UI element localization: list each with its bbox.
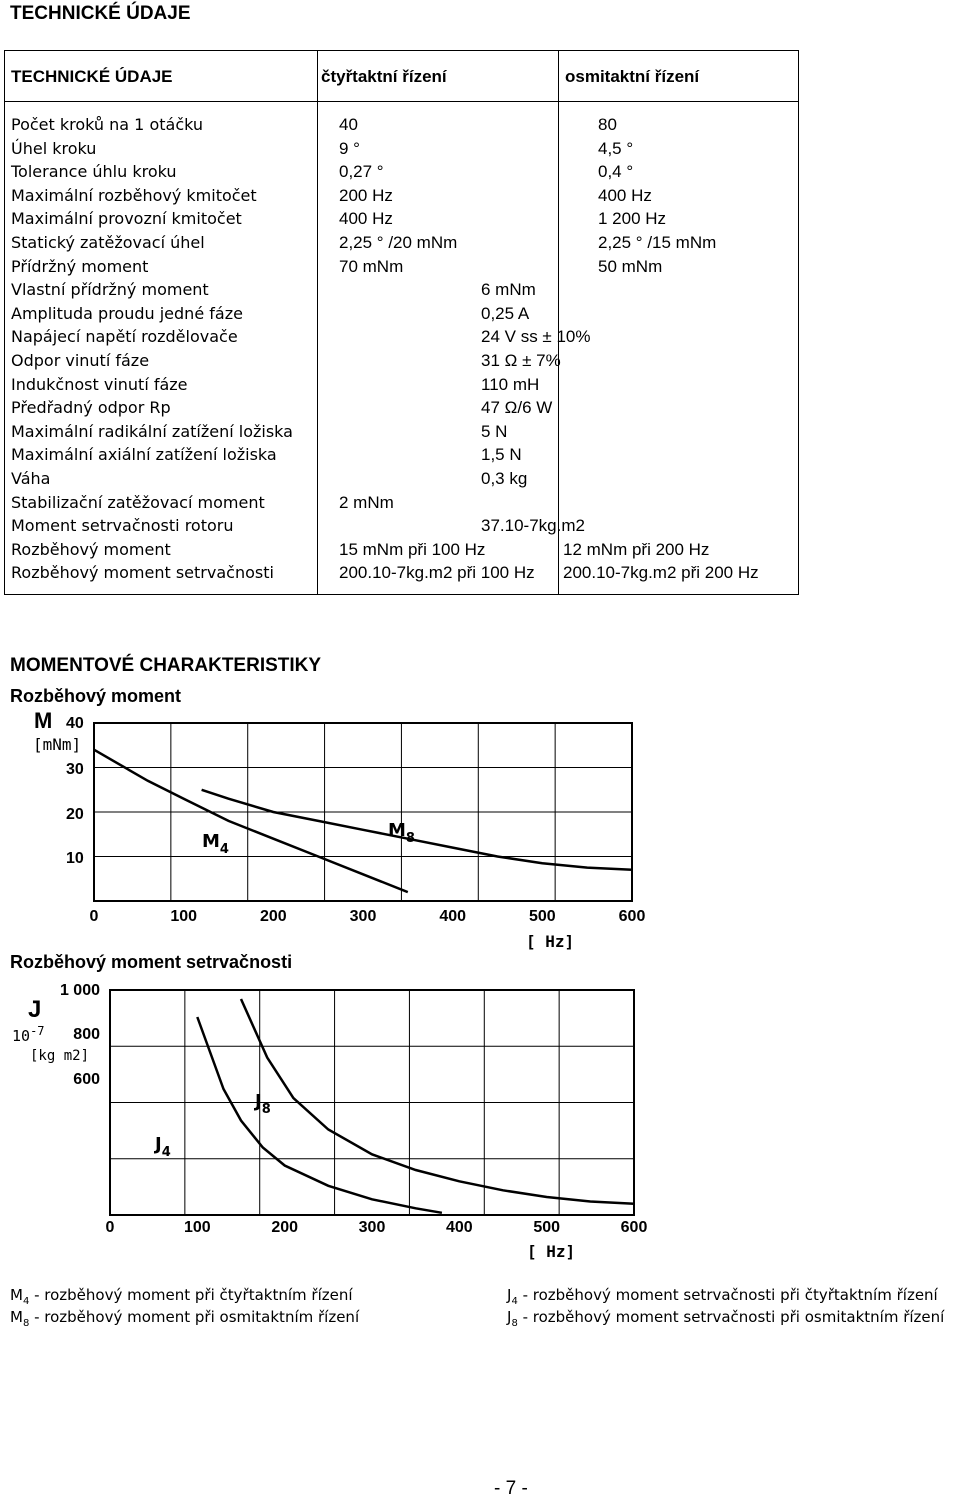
value-4step: 200.10-7kg.m2 při 100 Hz xyxy=(339,563,535,583)
chart-starting-torque xyxy=(0,700,700,950)
y-axis-unit: [mNm] xyxy=(33,735,82,754)
table-row xyxy=(5,445,798,469)
row-label: Napájecí napětí rozdělovače xyxy=(11,327,238,347)
table-row xyxy=(5,469,798,493)
table-row xyxy=(5,139,798,163)
row-label: Stabilizační zatěžovací moment xyxy=(11,492,265,512)
series-label-j4: $J_4$ xyxy=(155,1134,171,1160)
x-tick-label: 0 xyxy=(105,1219,115,1236)
x-tick-label: 600 xyxy=(620,1219,648,1236)
value-shared: 0,3 kg xyxy=(481,469,528,488)
table-row xyxy=(5,233,798,257)
y-tick-label: 10 xyxy=(66,850,84,867)
x-tick-label: 200 xyxy=(271,1219,299,1236)
row-label: Maximální axiální zatížení ložiska xyxy=(11,445,277,465)
x-tick-label: 400 xyxy=(445,1219,473,1236)
row-label: Předřadný odpor Rp xyxy=(11,398,171,418)
value-shared: 47 Ω/6 W xyxy=(481,398,553,418)
value-4step: 70 mNm xyxy=(339,256,404,276)
row-label: Moment setrvačnosti rotoru xyxy=(11,516,234,536)
row-label: Indukčnost vinutí fáze xyxy=(11,374,188,394)
value-4step: 2 mNm xyxy=(339,492,394,512)
row-label: Váha xyxy=(11,469,51,488)
table-row xyxy=(5,327,798,351)
table-row xyxy=(5,115,798,139)
row-label: Maximální provozní kmitočet xyxy=(11,209,242,229)
table-header-divider xyxy=(5,101,798,102)
legend-j8: $J_8$ - rozběhový moment setrvačnosti při osmitaktním řízení xyxy=(507,1308,945,1329)
table-row xyxy=(5,375,798,399)
x-tick-label: 200 xyxy=(259,908,287,925)
table-row xyxy=(5,162,798,186)
series-label-j8: $J_8$ xyxy=(255,1091,271,1117)
value-4step: 200 Hz xyxy=(339,185,393,205)
value-shared: 0,25 A xyxy=(481,303,530,323)
y-axis-unit-kg: [kg m2] xyxy=(30,1048,90,1064)
row-label: Úhel kroku xyxy=(11,138,97,158)
y-tick-label: 40 xyxy=(66,715,84,732)
value-8step: 12 mNm při 200 Hz xyxy=(563,539,710,559)
y-tick-label: 600 xyxy=(73,1071,100,1088)
x-tick-label: 100 xyxy=(170,908,198,925)
y-axis-symbol: M xyxy=(34,708,53,733)
table-header-4step: čtyřtaktní řízení xyxy=(321,67,447,86)
table-row xyxy=(5,304,798,328)
table-header-label: TECHNICKÉ ÚDAJE xyxy=(11,67,173,86)
value-8step: 2,25 ° /15 mNm xyxy=(598,233,717,252)
row-label: Maximální rozběhový kmitočet xyxy=(11,185,257,205)
value-shared: 37.10-7kg.m2 xyxy=(481,516,585,536)
value-8step: 200.10-7kg.m2 při 200 Hz xyxy=(563,563,759,583)
row-label: Přídržný moment xyxy=(11,256,149,276)
x-tick-label: 100 xyxy=(183,1219,211,1236)
row-label: Tolerance úhlu kroku xyxy=(11,162,177,182)
x-tick-label: 500 xyxy=(533,1219,561,1236)
value-8step: 1 200 Hz xyxy=(598,209,667,229)
row-label: Odpor vinutí fáze xyxy=(11,351,150,370)
table-row xyxy=(5,257,798,281)
x-tick-label: 400 xyxy=(439,908,467,925)
value-shared: 110 mH xyxy=(481,374,540,394)
value-shared: 31 Ω ± 7% xyxy=(481,351,561,370)
table-row xyxy=(5,280,798,304)
technical-data-table xyxy=(4,50,799,595)
x-tick-label: 300 xyxy=(358,1219,386,1236)
x-axis-unit: [ Hz] xyxy=(527,1242,576,1261)
row-label: Rozběhový moment xyxy=(11,539,171,559)
series-line-m8 xyxy=(202,790,632,870)
y-tick-label: 30 xyxy=(66,761,84,778)
chart1-title: Rozběhový moment xyxy=(10,686,182,706)
value-shared: 1,5 N xyxy=(481,445,522,465)
table-row xyxy=(5,209,798,233)
table-row xyxy=(5,516,798,540)
x-tick-label: 600 xyxy=(618,908,646,925)
y-tick-label: 1 000 xyxy=(59,982,100,999)
row-label: Vlastní přídržný moment xyxy=(11,280,209,300)
value-4step: 40 xyxy=(339,115,358,134)
legend-j4: $J_4$ - rozběhový moment setrvačnosti při čtyřtaktním řízení xyxy=(507,1286,938,1307)
row-label: Statický zatěžovací úhel xyxy=(11,233,205,252)
value-4step: 0,27 ° xyxy=(339,162,384,182)
y-axis-symbol: J xyxy=(28,996,42,1023)
x-tick-label: 300 xyxy=(349,908,377,925)
table-header-8step: osmitaktní řízení xyxy=(565,67,700,86)
row-label: Počet kroků na 1 otáčku xyxy=(11,115,204,134)
x-tick-label: 0 xyxy=(89,908,99,925)
value-8step: 400 Hz xyxy=(598,185,652,205)
page-title: TECHNICKÉ ÚDAJE xyxy=(10,3,191,24)
table-row xyxy=(5,493,798,517)
page-number: - 7 - xyxy=(494,1478,528,1499)
row-label: Rozběhový moment setrvačnosti xyxy=(11,563,274,583)
table-row xyxy=(5,398,798,422)
chart2-title: Rozběhový moment setrvačnosti xyxy=(10,952,293,972)
value-4step: 2,25 ° /20 mNm xyxy=(339,233,458,252)
legend-m4: $M_4$ - rozběhový moment při čtyřtaktním řízení xyxy=(10,1286,353,1307)
row-label: Maximální radikální zatížení ložiska xyxy=(11,421,293,441)
value-shared: 6 mNm xyxy=(481,280,536,300)
value-8step: 4,5 ° xyxy=(598,138,634,158)
y-tick-label: 800 xyxy=(73,1026,100,1043)
value-8step: 80 xyxy=(598,115,617,134)
table-row xyxy=(5,186,798,210)
value-4step: 15 mNm při 100 Hz xyxy=(339,539,486,559)
value-4step: 400 Hz xyxy=(339,209,393,229)
value-shared: 24 V ss ± 10% xyxy=(481,327,591,347)
table-row xyxy=(5,422,798,446)
table-row xyxy=(5,540,798,564)
y-axis-unit: $10^{-7}$ xyxy=(12,1024,45,1045)
value-8step: 0,4 ° xyxy=(598,162,634,182)
x-axis-unit: [ Hz] xyxy=(526,932,575,950)
series-label-m4: $M_4$ xyxy=(202,831,229,857)
table-row xyxy=(5,351,798,375)
x-tick-label: 500 xyxy=(528,908,556,925)
value-shared: 5 N xyxy=(481,421,508,441)
y-tick-label: 20 xyxy=(66,806,84,823)
value-4step: 9 ° xyxy=(339,138,360,158)
section-title: MOMENTOVÉ CHARAKTERISTIKY xyxy=(10,655,322,676)
row-label: Amplituda proudu jedné fáze xyxy=(11,303,243,323)
value-8step: 50 mNm xyxy=(598,256,663,276)
table-row xyxy=(5,563,798,587)
legend-m8: $M_8$ - rozběhový moment při osmitaktním řízení xyxy=(10,1308,360,1329)
series-line-m4 xyxy=(94,750,408,892)
chart-starting-inertia xyxy=(0,975,700,1265)
series-label-m8: $M_8$ xyxy=(388,820,415,846)
